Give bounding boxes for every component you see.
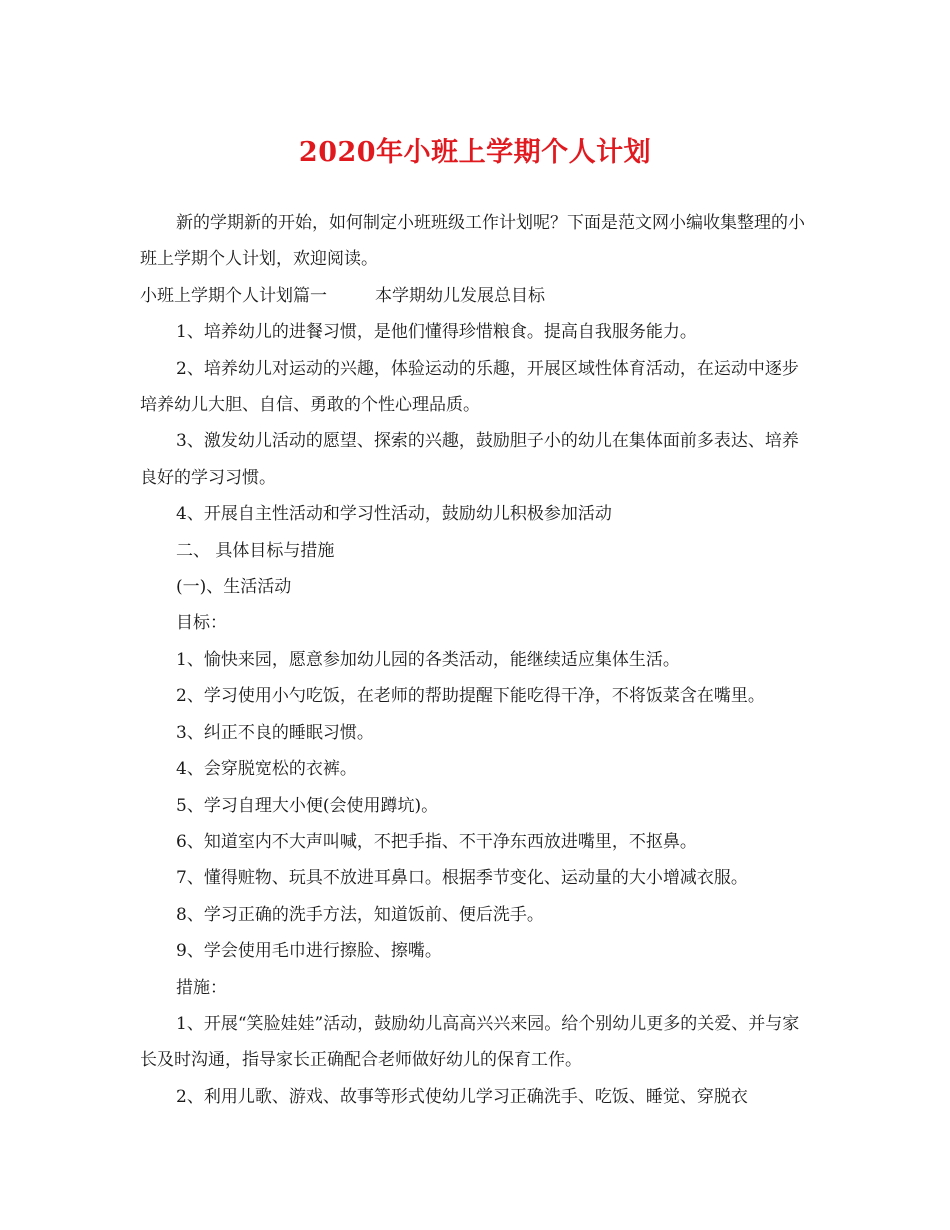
goal-item: 3、激发幼儿活动的愿望、探索的兴趣，鼓励胆子小的幼儿在集体面前多表达、培养良好的学习习惯。 <box>140 431 799 488</box>
targets-label: 目标： <box>176 613 227 634</box>
section-heading <box>140 278 820 314</box>
target-item: 3、纠正不良的睡眠习惯。 <box>176 722 374 743</box>
target-item: 6、知道室内不大声叫喊，不把手指、不干净东西放进嘴里，不抠鼻。 <box>176 831 697 852</box>
page-title: 2020年小班上学期个人计划 <box>298 137 652 168</box>
goal-item: 1、培养幼儿的进餐习惯，是他们懂得珍惜粮食。提高自我服务能力。 <box>176 322 697 343</box>
goal-item: 2、培养幼儿对运动的兴趣，体验运动的乐趣，开展区域性体育活动，在运动中逐步培养幼儿大胆、自信、勇敢的个性心理品质。 <box>140 358 799 416</box>
sub-heading: (一)、生活活动 <box>176 577 292 598</box>
part2-heading: 二、 具体目标与措施 <box>176 540 335 561</box>
target-item: 8、学习正确的洗手方法，知道饭前、便后洗手。 <box>176 904 544 925</box>
target-item: 9、学会使用毛巾进行擦脸、擦嘴。 <box>176 941 442 962</box>
section-heading-left: 小班上学期个人计划篇一 <box>140 285 327 306</box>
target-item: 4、会穿脱宽松的衣裤。 <box>176 759 357 780</box>
intro-paragraph: 新的学期新的开始，如何制定小班班级工作计划呢？下面是范文网小编收集整理的小班上学期个人计划，欢迎阅读。 <box>140 213 805 270</box>
target-item: 1、愉快来园，愿意参加幼儿园的各类活动，能继续适应集体生活。 <box>176 649 680 670</box>
target-item: 7、懂得赃物、玩具不放进耳鼻口。根据季节变化、运动量的大小增减衣服。 <box>176 868 748 889</box>
document-body <box>140 205 820 1115</box>
measures-label: 措施： <box>176 977 227 998</box>
goal-item: 4、开展自主性活动和学习性活动，鼓励幼儿积极参加活动 <box>176 504 612 525</box>
target-item: 2、学习使用小勺吃饭，在老师的帮助提醒下能吃得干净，不将饭菜含在嘴里。 <box>176 686 765 707</box>
measure-item: 1、开展“笑脸娃娃”活动，鼓励幼儿高高兴兴来园。给个别幼儿更多的关爱、并与家长及时沟通，指导家长正确配合老师做好幼儿的保育工作。 <box>140 1013 800 1071</box>
target-item: 5、学习自理大小便(会使用蹲坑)。 <box>176 795 439 816</box>
measure-item: 2、利用儿歌、游戏、故事等形式使幼儿学习正确洗手、吃饭、睡觉、穿脱衣 <box>176 1086 748 1107</box>
section-heading-right: 本学期幼儿发展总目标 <box>375 285 545 306</box>
